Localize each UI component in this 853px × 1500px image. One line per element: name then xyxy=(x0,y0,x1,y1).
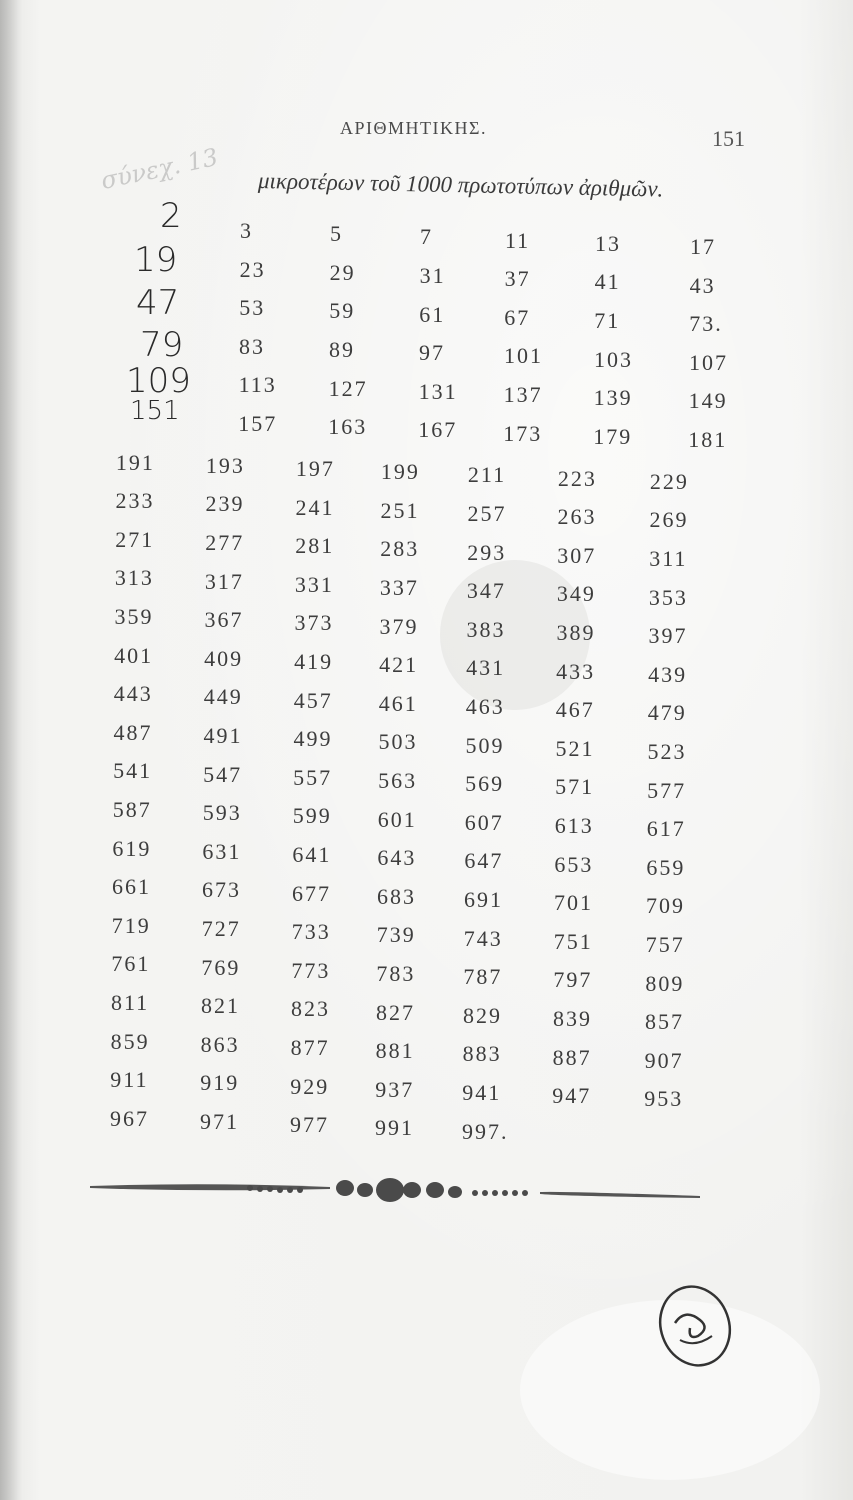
prime-number: 509 xyxy=(465,732,505,758)
prime-number: 823 xyxy=(291,996,330,1022)
prime-number: 163 xyxy=(328,414,368,440)
prime-number: 3 xyxy=(240,218,253,243)
prime-number: 107 xyxy=(688,349,728,375)
prime-number: 757 xyxy=(645,932,685,957)
handwritten-number: 47 xyxy=(136,283,180,323)
prime-number: 233 xyxy=(115,488,155,514)
prime-number: 313 xyxy=(114,565,154,591)
prime-number: 191 xyxy=(115,449,155,475)
prime-number: 547 xyxy=(203,761,243,787)
ornament-divider xyxy=(90,1168,700,1208)
prime-number: 761 xyxy=(111,951,151,977)
prime-number: 283 xyxy=(380,536,420,562)
prime-number: 83 xyxy=(238,333,265,359)
prime-number: 877 xyxy=(290,1035,330,1060)
prime-number: 251 xyxy=(380,497,420,523)
prime-number: 839 xyxy=(553,1006,592,1031)
prime-number: 733 xyxy=(291,919,331,945)
prime-number: 809 xyxy=(645,970,685,996)
prime-number: 439 xyxy=(648,661,688,687)
prime-number: 479 xyxy=(647,700,687,726)
prime-number: 641 xyxy=(292,842,332,867)
prime-number: 491 xyxy=(203,723,243,748)
prime-number: 557 xyxy=(293,764,333,790)
prime-number: 257 xyxy=(467,501,507,526)
prime-number: 11 xyxy=(505,227,531,253)
prime-number: 619 xyxy=(112,835,152,861)
prime-number: 113 xyxy=(238,372,277,398)
prime-number: 349 xyxy=(556,581,596,607)
prime-number: 883 xyxy=(462,1041,502,1067)
prime-number: 433 xyxy=(556,658,596,684)
prime-number: 67 xyxy=(504,304,531,330)
prime-number: 317 xyxy=(204,568,244,594)
prime-number: 31 xyxy=(419,263,446,288)
prime-number: 499 xyxy=(293,726,333,752)
prime-number: 347 xyxy=(466,578,506,604)
prime-number: 431 xyxy=(466,655,506,681)
prime-number: 647 xyxy=(464,848,504,874)
prime-number: 43 xyxy=(689,272,716,298)
prime-number: 863 xyxy=(200,1031,240,1057)
prime-number: 577 xyxy=(647,777,687,803)
prime-number: 953 xyxy=(644,1086,684,1112)
prime-number: 29 xyxy=(329,259,356,285)
prime-number: 367 xyxy=(204,607,244,633)
prime-number: 673 xyxy=(202,877,242,903)
prime-number: 881 xyxy=(375,1038,415,1064)
prime-number: 127 xyxy=(328,375,368,401)
prime-number: 311 xyxy=(649,546,688,571)
prime-number: 173 xyxy=(503,420,543,446)
prime-number: 907 xyxy=(644,1047,684,1073)
prime-number: 241 xyxy=(295,494,335,520)
prime-number: 443 xyxy=(113,681,153,707)
prime-number: 293 xyxy=(467,539,507,565)
prime-number: 911 xyxy=(110,1067,149,1093)
prime-number: 103 xyxy=(593,346,633,372)
prime-number: 797 xyxy=(553,967,593,993)
prime-number: 193 xyxy=(205,452,245,478)
prime-number: 827 xyxy=(376,999,415,1025)
prime-number: 421 xyxy=(379,652,419,678)
prime-number: 601 xyxy=(377,806,417,832)
handwritten-number: 151 xyxy=(130,396,180,426)
page-number: 151 xyxy=(712,126,745,151)
prime-number: 787 xyxy=(463,964,503,990)
prime-number: 701 xyxy=(554,890,594,916)
prime-number: 653 xyxy=(554,851,594,877)
prime-number: 59 xyxy=(329,298,356,324)
handwritten-number: 19 xyxy=(134,240,178,280)
prime-number: 53 xyxy=(239,295,266,321)
prime-number: 487 xyxy=(113,719,153,745)
prime-number: 277 xyxy=(205,530,245,555)
prime-number: 857 xyxy=(645,1009,684,1035)
prime-number: 409 xyxy=(204,645,244,671)
prime-number: 829 xyxy=(463,1002,502,1028)
prime-number: 449 xyxy=(203,684,243,710)
prime-number: 139 xyxy=(593,385,633,411)
prime-number: 137 xyxy=(503,382,543,407)
prime-number: 859 xyxy=(110,1028,150,1054)
prime-number: 563 xyxy=(378,768,418,793)
prime-number: 5 xyxy=(330,221,343,247)
prime-number: 677 xyxy=(292,880,332,906)
prime-number: 73. xyxy=(689,311,723,337)
prime-number: 997. xyxy=(461,1118,509,1144)
prime-number: 23 xyxy=(239,256,266,282)
prime-number: 661 xyxy=(112,874,152,900)
prime-number: 977 xyxy=(289,1112,329,1138)
prime-number: 71 xyxy=(594,308,621,333)
prime-number: 599 xyxy=(292,803,332,829)
running-header: ΑΡΙΘΜΗΤΙΚΗΣ. xyxy=(340,118,487,138)
prime-number: 41 xyxy=(594,269,621,295)
prime-number: 659 xyxy=(646,854,686,880)
prime-number: 607 xyxy=(464,809,504,835)
prime-number: 467 xyxy=(555,697,595,723)
prime-number: 337 xyxy=(379,575,419,600)
prime-number: 743 xyxy=(463,925,503,951)
prime-number: 263 xyxy=(557,504,597,530)
prime-number: 929 xyxy=(290,1073,330,1099)
prime-number: 401 xyxy=(114,642,154,668)
prime-number: 281 xyxy=(295,533,335,559)
prime-number: 751 xyxy=(553,928,593,954)
prime-number: 463 xyxy=(465,694,505,719)
prime-number: 683 xyxy=(377,883,417,909)
handwritten-number: 2 xyxy=(160,196,182,236)
prime-number: 941 xyxy=(462,1080,502,1105)
prime-number: 239 xyxy=(205,491,245,517)
prime-number: 331 xyxy=(294,571,334,597)
prime-number: 643 xyxy=(377,845,417,871)
prime-number: 269 xyxy=(649,507,689,533)
handwritten-number: 109 xyxy=(126,361,191,401)
prime-number: 617 xyxy=(646,816,686,842)
prime-number: 359 xyxy=(114,604,154,629)
prime-number: 149 xyxy=(688,388,728,414)
prime-number: 271 xyxy=(115,526,155,552)
table-heading: μικροτέρων τοῦ 1000 πρωτοτύπων ἀριθμῶν. xyxy=(257,168,664,202)
prime-number: 783 xyxy=(376,961,416,986)
prime-number: 101 xyxy=(503,343,543,369)
prime-number: 541 xyxy=(113,758,153,784)
prime-number: 307 xyxy=(557,542,597,568)
prime-number: 991 xyxy=(374,1115,414,1141)
prime-number: 7 xyxy=(420,224,433,250)
prime-number: 397 xyxy=(648,623,688,649)
prime-number: 631 xyxy=(202,838,242,864)
prime-number: 571 xyxy=(555,774,595,800)
prime-number: 13 xyxy=(595,230,621,256)
prime-number: 811 xyxy=(111,990,150,1015)
prime-number: 947 xyxy=(552,1083,592,1109)
prime-number: 457 xyxy=(293,687,333,713)
prime-number: 131 xyxy=(418,378,458,404)
prime-number: 389 xyxy=(556,620,596,645)
prime-number: 17 xyxy=(690,234,716,259)
prime-number: 179 xyxy=(593,423,633,449)
prime-number: 727 xyxy=(201,916,241,941)
prime-number: 739 xyxy=(376,922,416,948)
prime-number: 211 xyxy=(467,462,507,488)
prime-number: 821 xyxy=(201,993,240,1019)
prime-number: 167 xyxy=(418,417,458,443)
prime-number: 37 xyxy=(504,266,531,292)
prime-number: 373 xyxy=(294,610,334,636)
prime-number: 229 xyxy=(649,468,689,494)
prime-number: 199 xyxy=(380,459,420,485)
prime-number: 353 xyxy=(648,584,688,610)
prime-number: 379 xyxy=(379,613,419,639)
prime-number: 383 xyxy=(466,616,506,642)
prime-number: 967 xyxy=(109,1105,149,1131)
prime-number: 719 xyxy=(111,912,151,938)
prime-number: 223 xyxy=(557,465,597,491)
prime-number: 521 xyxy=(555,735,595,761)
prime-number: 613 xyxy=(554,813,594,838)
handwritten-number: 79 xyxy=(140,325,184,365)
library-stamp xyxy=(650,1278,740,1378)
prime-number: 709 xyxy=(646,893,686,919)
prime-number: 181 xyxy=(688,427,728,452)
prime-number: 61 xyxy=(419,301,446,327)
prime-number: 937 xyxy=(375,1076,415,1102)
prime-number: 971 xyxy=(199,1109,239,1134)
prime-number: 593 xyxy=(202,800,242,826)
prime-number: 569 xyxy=(465,771,505,797)
prime-number: 97 xyxy=(418,340,445,366)
prime-number: 523 xyxy=(647,739,687,764)
prime-number: 587 xyxy=(112,797,152,822)
prime-number: 919 xyxy=(200,1070,240,1096)
prime-number: 419 xyxy=(294,649,334,674)
prime-number: 197 xyxy=(295,456,335,481)
prime-number: 157 xyxy=(238,411,278,436)
prime-number: 691 xyxy=(464,887,504,912)
prime-number: 461 xyxy=(378,690,418,716)
prime-number: 773 xyxy=(291,957,331,983)
prime-number: 503 xyxy=(378,729,418,755)
prime-number: 89 xyxy=(328,337,355,362)
faint-handwritten-note: σύνεχ. 13 xyxy=(98,142,221,196)
prime-number: 769 xyxy=(201,954,241,980)
prime-number: 887 xyxy=(552,1044,592,1070)
